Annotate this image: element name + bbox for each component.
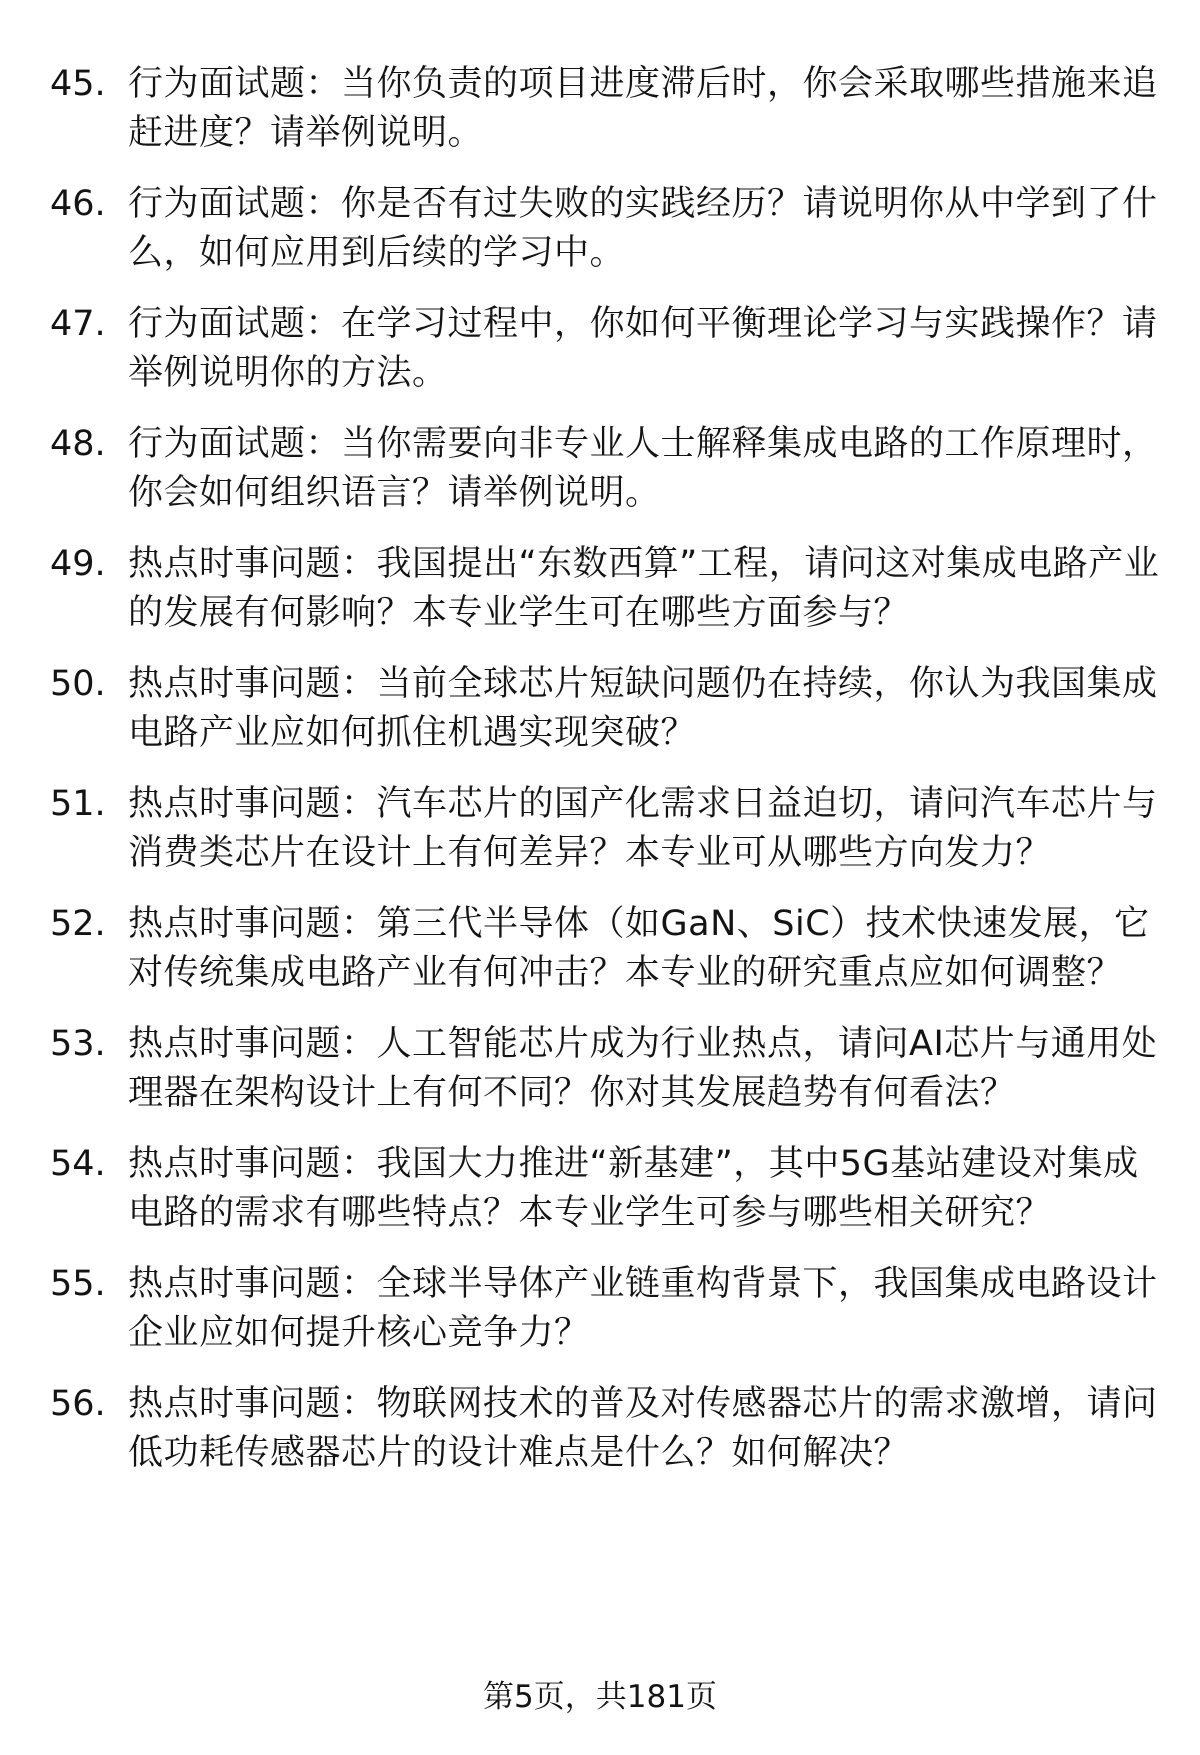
question-item <box>50 1020 1160 1118</box>
question-text: 热点时事问题：汽车芯片的国产化需求日益迫切，请问汽车芯片与消费类芯片在设计上有何差异？本专业可从哪些方向发力？ <box>128 784 1158 873</box>
question-list <box>50 60 1160 1478</box>
question-number: 51. <box>50 784 106 824</box>
question-text: 热点时事问题：全球半导体产业链重构背景下，我国集成电路设计企业应如何提升核心竞争力？ <box>128 1264 1158 1353</box>
question-item <box>50 780 1160 878</box>
question-number: 47. <box>50 304 106 344</box>
question-item <box>50 60 1160 158</box>
question-text: 热点时事问题：我国大力推进“新基建”，其中5G基站建设对集成电路的需求有哪些特点？本专业学生可参与哪些相关研究？ <box>128 1144 1139 1233</box>
question-item <box>50 420 1160 518</box>
question-item <box>50 900 1160 998</box>
question-text: 行为面试题：当你需要向非专业人士解释集成电路的工作原理时，你会如何组织语言？请举例说明。 <box>128 424 1158 513</box>
question-number: 45. <box>50 64 106 104</box>
question-item <box>50 660 1160 758</box>
question-number: 55. <box>50 1264 106 1304</box>
question-text: 行为面试题：在学习过程中，你如何平衡理论学习与实践操作？请举例说明你的方法。 <box>128 304 1158 393</box>
question-text: 热点时事问题：人工智能芯片成为行业热点，请问AI芯片与通用处理器在架构设计上有何不同？你对其发展趋势有何看法？ <box>128 1024 1158 1113</box>
question-number: 46. <box>50 184 106 224</box>
question-number: 49. <box>50 544 106 584</box>
question-text: 热点时事问题：物联网技术的普及对传感器芯片的需求激增，请问低功耗传感器芯片的设计难点是什么？如何解决？ <box>128 1384 1158 1473</box>
question-number: 52. <box>50 904 106 944</box>
question-item <box>50 300 1160 398</box>
question-text: 热点时事问题：当前全球芯片短缺问题仍在持续，你认为我国集成电路产业应如何抓住机遇实现突破？ <box>128 664 1158 753</box>
page-footer <box>0 1675 1200 1719</box>
question-number: 56. <box>50 1384 106 1424</box>
question-item <box>50 1260 1160 1358</box>
question-number: 53. <box>50 1024 106 1064</box>
page-indicator: 第5页，共181页 <box>483 1679 717 1715</box>
question-number: 54. <box>50 1144 106 1184</box>
question-text: 行为面试题：你是否有过失败的实践经历？请说明你从中学到了什么，如何应用到后续的学习中。 <box>128 184 1158 273</box>
question-text: 热点时事问题：第三代半导体（如GaN、SiC）技术快速发展，它对传统集成电路产业有何冲击？本专业的研究重点应如何调整？ <box>128 904 1150 993</box>
question-number: 48. <box>50 424 106 464</box>
question-text: 热点时事问题：我国提出“东数西算”工程，请问这对集成电路产业的发展有何影响？本专业学生可在哪些方面参与？ <box>128 544 1160 633</box>
question-number: 50. <box>50 664 106 704</box>
question-item <box>50 180 1160 278</box>
question-item <box>50 540 1160 638</box>
question-text: 行为面试题：当你负责的项目进度滞后时，你会采取哪些措施来追赶进度？请举例说明。 <box>128 64 1158 153</box>
question-item <box>50 1140 1160 1238</box>
question-item <box>50 1380 1160 1478</box>
